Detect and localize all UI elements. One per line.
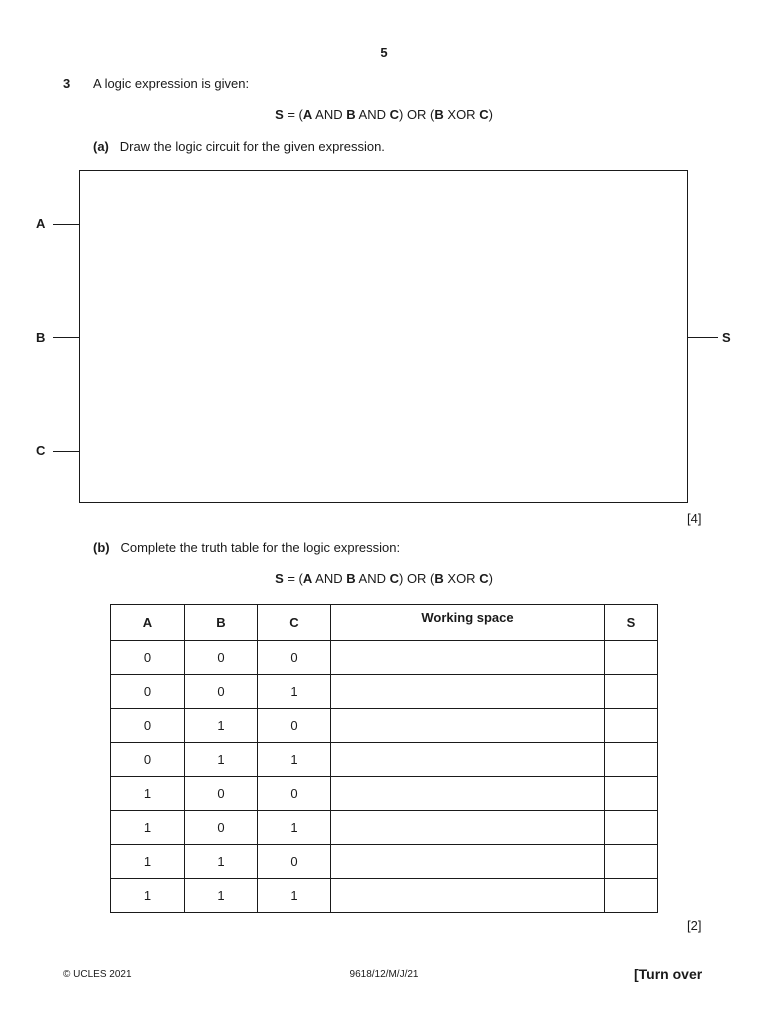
logic-expression-repeat: S = (A AND B AND C) OR (B XOR C) bbox=[275, 571, 493, 586]
header-s: S bbox=[605, 605, 658, 641]
table-row bbox=[111, 641, 658, 675]
cell-c: 0 bbox=[258, 845, 331, 879]
cell-b: 0 bbox=[185, 675, 258, 709]
input-label-b: B bbox=[36, 330, 46, 345]
footer-turn-over: [Turn over bbox=[634, 966, 703, 982]
output-s-cell[interactable] bbox=[605, 777, 658, 811]
cell-b: 0 bbox=[185, 641, 258, 675]
header-a: A bbox=[111, 605, 185, 641]
output-s-cell[interactable] bbox=[605, 743, 658, 777]
output-label-s: S bbox=[722, 330, 731, 345]
question-intro: A logic expression is given: bbox=[93, 76, 250, 91]
cell-c: 0 bbox=[258, 709, 331, 743]
header-working-space: Working space bbox=[331, 605, 605, 641]
working-space-cell[interactable] bbox=[331, 709, 605, 743]
part-b-label: (b) bbox=[93, 540, 110, 555]
cell-a: 0 bbox=[111, 709, 185, 743]
output-s-cell[interactable] bbox=[605, 709, 658, 743]
table-row bbox=[111, 777, 658, 811]
part-b-text: Complete the truth table for the logic expression: bbox=[120, 540, 401, 555]
part-a-prompt bbox=[93, 139, 385, 154]
input-wire-b bbox=[53, 337, 79, 338]
cell-c: 1 bbox=[258, 743, 331, 777]
cell-b: 1 bbox=[185, 845, 258, 879]
table-row bbox=[111, 811, 658, 845]
working-space-cell[interactable] bbox=[331, 675, 605, 709]
cell-b: 0 bbox=[185, 777, 258, 811]
input-label-c: C bbox=[36, 443, 46, 458]
working-space-cell[interactable] bbox=[331, 777, 605, 811]
working-space-cell[interactable] bbox=[331, 811, 605, 845]
cell-a: 1 bbox=[111, 879, 185, 913]
output-s-cell[interactable] bbox=[605, 675, 658, 709]
working-space-cell[interactable] bbox=[331, 879, 605, 913]
working-space-cell[interactable] bbox=[331, 743, 605, 777]
part-a-marks: [4] bbox=[687, 511, 702, 526]
cell-c: 0 bbox=[258, 641, 331, 675]
cell-a: 0 bbox=[111, 743, 185, 777]
output-wire-s bbox=[688, 337, 718, 338]
table-row bbox=[111, 845, 658, 879]
cell-b: 1 bbox=[185, 709, 258, 743]
part-b-marks: [2] bbox=[687, 918, 702, 933]
cell-a: 1 bbox=[111, 811, 185, 845]
part-a-label: (a) bbox=[93, 139, 109, 154]
input-wire-a bbox=[53, 224, 79, 225]
cell-b: 1 bbox=[185, 743, 258, 777]
table-row bbox=[111, 879, 658, 913]
logic-expression: S = (A AND B AND C) OR (B XOR C) bbox=[275, 107, 493, 122]
truth-table-header bbox=[111, 605, 658, 641]
table-row bbox=[111, 709, 658, 743]
input-label-a: A bbox=[36, 216, 46, 231]
output-s-cell[interactable] bbox=[605, 845, 658, 879]
question-number: 3 bbox=[63, 76, 71, 91]
output-s-cell[interactable] bbox=[605, 641, 658, 675]
input-wire-c bbox=[53, 451, 79, 452]
cell-a: 1 bbox=[111, 777, 185, 811]
output-s-cell[interactable] bbox=[605, 879, 658, 913]
output-s-cell[interactable] bbox=[605, 811, 658, 845]
truth-table bbox=[110, 604, 658, 913]
cell-c: 1 bbox=[258, 811, 331, 845]
header-c: C bbox=[258, 605, 331, 641]
cell-c: 0 bbox=[258, 777, 331, 811]
part-b-prompt bbox=[93, 540, 400, 555]
footer-copyright: © UCLES 2021 bbox=[63, 969, 132, 980]
cell-a: 0 bbox=[111, 675, 185, 709]
footer-paper-code: 9618/12/M/J/21 bbox=[349, 969, 419, 980]
table-row bbox=[111, 743, 658, 777]
cell-c: 1 bbox=[258, 675, 331, 709]
page-number: 5 bbox=[380, 45, 388, 60]
cell-a: 1 bbox=[111, 845, 185, 879]
working-space-cell[interactable] bbox=[331, 845, 605, 879]
cell-b: 1 bbox=[185, 879, 258, 913]
cell-a: 0 bbox=[111, 641, 185, 675]
header-b: B bbox=[185, 605, 258, 641]
table-row bbox=[111, 675, 658, 709]
working-space-cell[interactable] bbox=[331, 641, 605, 675]
cell-b: 0 bbox=[185, 811, 258, 845]
part-a-text: Draw the logic circuit for the given expression. bbox=[119, 139, 385, 154]
cell-c: 1 bbox=[258, 879, 331, 913]
circuit-drawing-area[interactable] bbox=[79, 170, 688, 503]
